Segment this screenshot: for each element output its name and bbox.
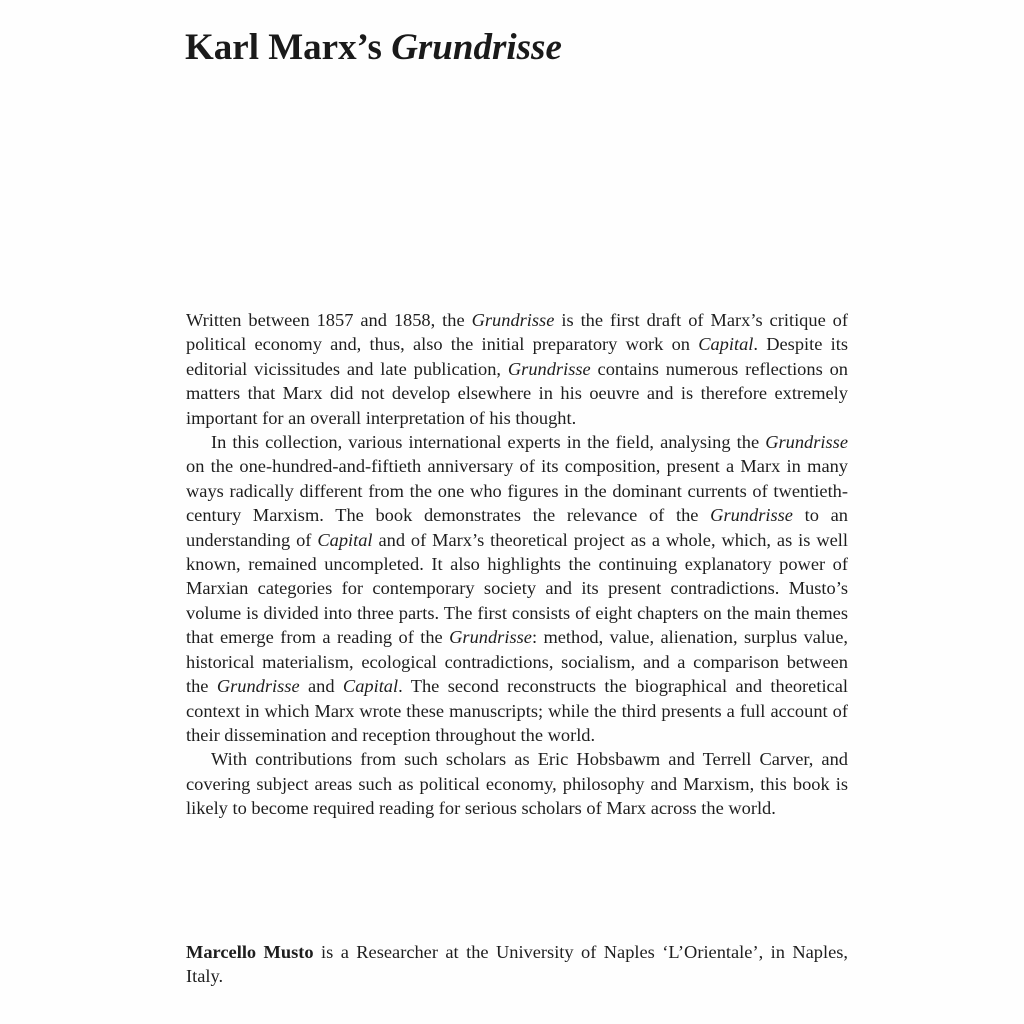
blurb-paragraph-1 [186,308,848,430]
italic-run: Grundrisse [216,676,300,697]
author-name: Marcello Musto [186,942,314,962]
text-run: and of Marx’s theoretical project as a whole, which, as is well known, remained uncompleted. It also highlights the continuing explanatory power of Marxian categories for contemporary society and its present contradictions. Musto’s volume is divided into three parts. The first consists of eight chapters on the main themes that emerge from a reading of the [186,529,848,648]
text-run: With contributions from such scholars as Eric Hobsbawm and Terrell Carver, and covering subject areas such as political economy, philosophy and Marxism, this book is likely to become required reading for serious scholars of Marx across the world. [186,749,848,819]
author-bio-text: is a Researcher at the University of Naples ‘L’Orientale’, in Naples, Italy. [186,942,848,987]
title-plain: Karl Marx’s [185,27,392,68]
italic-run: Grundrisse [471,310,555,330]
text-run: and [299,676,343,697]
text-run: Written between 1857 and 1858, the [186,310,472,330]
text-run: contains numerous reflections on matters that Marx did not develop elsewhere in his oeuvre and is therefore extremely important for an overall interpretation of his thought. [186,358,848,428]
italic-run: Capital [342,676,399,697]
text-run: to an understanding of [186,505,849,550]
italic-run: Grundrisse [710,505,793,526]
text-run: . Despite its editorial vicissitudes and late publication, [186,334,848,379]
text-run: : method, value, alienation, surplus value, historical materialism, ecological contradictions, socialism, and a comparison between the [186,627,848,697]
italic-run: Grundrisse [507,358,591,379]
blurb-paragraph-3 [186,747,848,820]
title-italic: Grundrisse [391,27,562,68]
book-title [185,26,562,69]
italic-run: Capital [317,529,373,550]
text-run: In this collection, various international experts in the field, analysing the [211,432,766,453]
text-run: is the first draft of Marx’s critique of political economy and, thus, also the initial preparatory work on [186,310,849,355]
blurb-paragraph-2 [186,430,848,747]
italic-run: Capital [698,334,754,355]
italic-run: Grundrisse [449,627,532,648]
italic-run: Grundrisse [765,432,848,453]
text-run: . The second reconstructs the biographical and theoretical context in which Marx wrote these manuscripts; while the third presents a full account of their dissemination and reception throughout the world. [186,676,848,745]
blurb [186,308,848,821]
author-bio [186,940,848,989]
text-run: on the one-hundred-and-fiftieth anniversary of its composition, present a Marx in many ways radically different from the one who figures in the dominant currents of twentieth-century Marxism. The book demonstrates the relevance of the [186,456,848,526]
